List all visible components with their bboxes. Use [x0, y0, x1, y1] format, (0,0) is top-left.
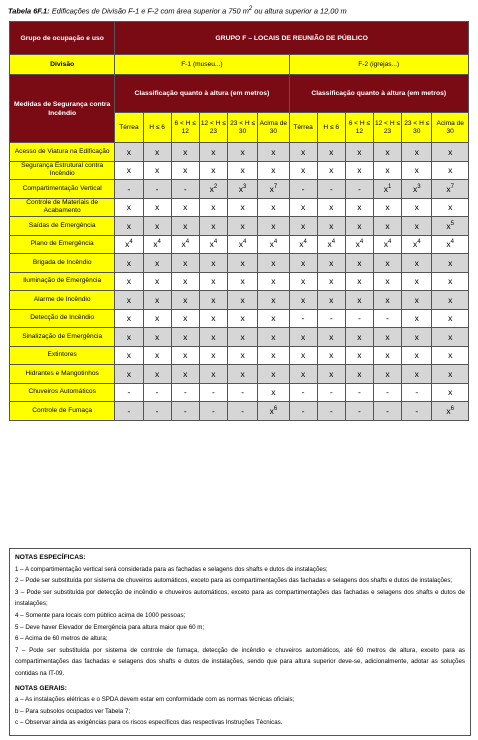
- requirement-cell: x: [289, 198, 317, 217]
- notes-box: [9, 548, 471, 736]
- requirement-cell: x: [115, 161, 143, 180]
- requirement-cell: x: [227, 291, 257, 310]
- requirement-cell: x: [317, 346, 345, 365]
- height-header: 6 < H ≤ 12: [345, 113, 373, 143]
- height-header: 12 < H ≤ 23: [373, 113, 401, 143]
- requirement-cell: x: [143, 161, 171, 180]
- requirement-cell: x: [345, 365, 373, 384]
- requirement-cell: -: [373, 309, 401, 328]
- requirement-cell: -: [143, 383, 171, 402]
- height-header: H ≤ 6: [317, 113, 345, 143]
- requirement-cell: -: [199, 402, 227, 421]
- requirement-cell: x: [345, 346, 373, 365]
- requirement-cell: x: [258, 365, 289, 384]
- requirement-cell: x: [258, 217, 289, 236]
- requirement-cell: $x^1$: [373, 180, 401, 199]
- requirement-cell: x: [317, 217, 345, 236]
- requirement-cell: x: [258, 254, 289, 273]
- table-row: [10, 143, 469, 162]
- notes-especificas-title: NOTAS ESPECÍFICAS:: [15, 554, 86, 561]
- table-row: [10, 365, 469, 384]
- requirement-cell: $x^4$: [373, 235, 401, 254]
- requirement-cell: x: [171, 198, 199, 217]
- height-header: Acima de 30: [258, 113, 289, 143]
- requirement-cell: x: [373, 272, 401, 291]
- table-row: [10, 346, 469, 365]
- requirement-cell: x: [432, 161, 469, 180]
- requirement-cell: x: [402, 365, 432, 384]
- measure-label: Sinalização de Emergência: [10, 328, 115, 347]
- requirement-cell: x: [258, 291, 289, 310]
- requirement-cell: -: [227, 402, 257, 421]
- requirement-cell: x: [171, 143, 199, 162]
- requirement-cell: x: [143, 272, 171, 291]
- requirement-cell: x: [171, 161, 199, 180]
- requirement-cell: -: [227, 383, 257, 402]
- requirement-cell: x: [143, 198, 171, 217]
- requirement-cell: x: [373, 143, 401, 162]
- requirement-cell: -: [373, 383, 401, 402]
- requirement-cell: x: [289, 365, 317, 384]
- requirement-cell: x: [345, 291, 373, 310]
- requirement-cell: -: [143, 180, 171, 199]
- requirement-cell: x: [115, 143, 143, 162]
- requirement-cell: x: [289, 161, 317, 180]
- requirement-cell: x: [227, 198, 257, 217]
- group-label: Grupo de ocupação e uso: [10, 22, 115, 55]
- requirement-cell: x: [227, 254, 257, 273]
- requirement-cell: $x^4$: [115, 235, 143, 254]
- caption-suffix: ou altura superior a 12,00 m: [252, 6, 347, 16]
- note-3: 3 – Pode ser substituída por detecção de incêndio e chuveiros automáticos, exceto para as compartimentações das fachadas e selagens dos shafts e dutos de instalações;: [15, 588, 465, 608]
- requirement-cell: x: [199, 365, 227, 384]
- requirement-cell: x: [432, 309, 469, 328]
- requirement-cell: x: [171, 365, 199, 384]
- requirement-cell: -: [289, 402, 317, 421]
- measure-label: Controle de Materiais de Acabamento: [10, 198, 115, 217]
- requirement-cell: -: [345, 383, 373, 402]
- division-f2: F-2 (igrejas...): [289, 55, 469, 75]
- requirement-cell: x: [258, 198, 289, 217]
- requirement-cell: $x^4$: [258, 235, 289, 254]
- table-row: [10, 309, 469, 328]
- requirement-cell: $x^3$: [402, 180, 432, 199]
- requirement-cell: x: [402, 328, 432, 347]
- requirement-cell: x: [289, 328, 317, 347]
- measure-label: Chuveiros Automáticos: [10, 383, 115, 402]
- requirement-cell: x: [143, 291, 171, 310]
- requirement-cell: x: [432, 328, 469, 347]
- note-4: 4 – Somente para locais com público acima de 1000 pessoas;: [15, 611, 186, 619]
- measure-label: Detecção de Incêndio: [10, 309, 115, 328]
- group-value: GRUPO F – LOCAIS DE REUNIÃO DE PÚBLICO: [115, 22, 469, 55]
- caption-prefix: Tabela 6F.1:: [8, 6, 50, 16]
- height-header: 6 < H ≤ 12: [171, 113, 199, 143]
- requirement-cell: x: [227, 143, 257, 162]
- requirement-cell: x: [115, 309, 143, 328]
- measure-label: Hidrantes e Mangotinhos: [10, 365, 115, 384]
- requirement-cell: x: [258, 383, 289, 402]
- requirement-cell: x: [199, 346, 227, 365]
- caption-text: Edificações de Divisão F-1 e F-2 com área superior a 750 m: [51, 6, 249, 16]
- requirement-cell: x: [199, 254, 227, 273]
- requirement-cell: $x^4$: [345, 235, 373, 254]
- requirement-cell: -: [402, 402, 432, 421]
- table-row: [10, 235, 469, 254]
- requirement-cell: x: [432, 198, 469, 217]
- requirement-cell: x: [432, 143, 469, 162]
- requirement-cell: x: [289, 143, 317, 162]
- requirement-cell: x: [199, 161, 227, 180]
- requirement-cell: x: [199, 272, 227, 291]
- requirement-cell: x: [227, 328, 257, 347]
- requirement-cell: -: [199, 383, 227, 402]
- requirement-cell: $x^4$: [227, 235, 257, 254]
- table-row: [10, 217, 469, 236]
- requirement-cell: x: [143, 254, 171, 273]
- requirement-cell: $x^6$: [258, 402, 289, 421]
- requirement-cell: x: [227, 346, 257, 365]
- divisao-label: Divisão: [10, 55, 115, 75]
- requirement-cell: x: [289, 291, 317, 310]
- table-row: [10, 383, 469, 402]
- table-row: [10, 198, 469, 217]
- requirement-cell: x: [373, 328, 401, 347]
- requirement-cell: -: [345, 180, 373, 199]
- requirement-cell: x: [115, 198, 143, 217]
- requirement-cell: x: [317, 254, 345, 273]
- table-row: [10, 291, 469, 310]
- requirement-cell: -: [317, 180, 345, 199]
- requirement-cell: x: [199, 309, 227, 328]
- measure-label: Acesso de Viatura na Edificação: [10, 143, 115, 162]
- measure-label: Plano de Emergência: [10, 235, 115, 254]
- requirement-cell: -: [289, 180, 317, 199]
- table-row: [10, 272, 469, 291]
- height-header: 23 < H ≤ 30: [227, 113, 257, 143]
- requirement-cell: $x^4$: [432, 235, 469, 254]
- height-header: H ≤ 6: [143, 113, 171, 143]
- requirement-cell: x: [143, 328, 171, 347]
- requirement-cell: x: [402, 272, 432, 291]
- requirement-cell: x: [171, 328, 199, 347]
- requirement-cell: x: [289, 346, 317, 365]
- requirement-cell: x: [258, 272, 289, 291]
- note-7: 7 – Pode ser substituída por sistema de controle de fumaça, detecção de incêndio e chuveiros automáticos, até 60 metros de altura, exceto para as compartimentações das fachadas e selagens dos shafts e dutos de instalações, sendo que para altura superior deve-se, adicionalmente, adotar as soluções contidas na IT-09.: [15, 646, 465, 677]
- requirement-cell: x: [115, 254, 143, 273]
- measure-label: Alarme de Incêndio: [10, 291, 115, 310]
- requirement-cell: $x^3$: [227, 180, 257, 199]
- requirement-cell: x: [317, 365, 345, 384]
- requirement-cell: x: [402, 254, 432, 273]
- table-row: [10, 254, 469, 273]
- requirement-cell: x: [373, 365, 401, 384]
- requirement-cell: x: [345, 328, 373, 347]
- requirement-cell: x: [373, 291, 401, 310]
- requirement-cell: $x^4$: [171, 235, 199, 254]
- requirement-cell: -: [171, 402, 199, 421]
- requirement-cell: -: [289, 383, 317, 402]
- requirement-cell: $x^7$: [258, 180, 289, 199]
- requirement-cell: x: [258, 328, 289, 347]
- requirement-cell: $x^4$: [317, 235, 345, 254]
- requirement-cell: x: [171, 272, 199, 291]
- requirement-cell: -: [317, 402, 345, 421]
- requirement-cell: x: [373, 346, 401, 365]
- requirement-cell: $x^4$: [289, 235, 317, 254]
- requirement-cell: $x^7$: [432, 180, 469, 199]
- requirement-cell: x: [143, 143, 171, 162]
- requirement-cell: x: [227, 161, 257, 180]
- requirement-cell: x: [289, 272, 317, 291]
- requirement-cell: -: [115, 180, 143, 199]
- requirement-cell: -: [115, 402, 143, 421]
- caption-sup: 2: [248, 6, 253, 12]
- requirement-cell: x: [258, 309, 289, 328]
- notes-gerais-title: NOTAS GERAIS:: [15, 684, 67, 692]
- requirement-cell: -: [345, 309, 373, 328]
- requirement-cell: $x^5$: [432, 217, 469, 236]
- table-row: [10, 161, 469, 180]
- medidas-label: Medidas de Segurança contra Incêndio: [10, 75, 115, 143]
- requirement-cell: $x^2$: [199, 180, 227, 199]
- requirement-cell: x: [345, 272, 373, 291]
- requirement-cell: x: [432, 365, 469, 384]
- requirement-cell: $x^6$: [432, 402, 469, 421]
- requirement-cell: x: [432, 346, 469, 365]
- note-2: 2 – Pode ser substituída por sistema de chuveiros automáticos, exceto para as compartimentações das fachadas e selagens dos shafts e dutos de instalações;: [15, 577, 453, 585]
- requirement-cell: x: [143, 309, 171, 328]
- requirement-cell: x: [171, 254, 199, 273]
- requirement-cell: x: [345, 198, 373, 217]
- note-c: c – Observar ainda as exigências para os riscos específicos das respectivas Instruções Técnicas.: [15, 719, 283, 727]
- requirement-cell: x: [199, 328, 227, 347]
- note-b: b – Para subsolos ocupados ver Tabela 7;: [15, 707, 131, 715]
- requirement-cell: x: [171, 217, 199, 236]
- height-header: 23 < H ≤ 30: [402, 113, 432, 143]
- note-6: 6 – Acima de 60 metros de altura;: [15, 635, 108, 643]
- requirement-cell: $x^4$: [199, 235, 227, 254]
- division-f1: F-1 (museu...): [115, 55, 289, 75]
- note-5: 5 – Deve haver Elevador de Emergência para altura maior que 60 m;: [15, 623, 205, 631]
- requirement-cell: -: [373, 402, 401, 421]
- requirement-cell: -: [345, 402, 373, 421]
- requirement-cell: x: [258, 161, 289, 180]
- requirement-cell: $x^4$: [402, 235, 432, 254]
- requirement-cell: x: [115, 328, 143, 347]
- requirement-cell: x: [199, 291, 227, 310]
- requirement-cell: x: [115, 272, 143, 291]
- table-row: [10, 402, 469, 421]
- requirement-cell: -: [143, 402, 171, 421]
- measure-label: Segurança Estrutural contra Incêndio: [10, 161, 115, 180]
- requirement-cell: x: [432, 272, 469, 291]
- requirement-cell: -: [402, 383, 432, 402]
- table-caption: [8, 6, 347, 15]
- requirement-cell: x: [115, 291, 143, 310]
- requirement-cell: x: [227, 309, 257, 328]
- requirement-cell: x: [402, 161, 432, 180]
- requirement-cell: x: [227, 217, 257, 236]
- requirement-cell: x: [227, 365, 257, 384]
- requirement-cell: x: [317, 161, 345, 180]
- requirement-cell: x: [171, 309, 199, 328]
- requirement-cell: x: [199, 217, 227, 236]
- requirement-cell: x: [373, 161, 401, 180]
- requirement-cell: x: [317, 272, 345, 291]
- classification-f2: Classificação quanto à altura (em metros): [289, 75, 469, 113]
- requirement-cell: x: [317, 143, 345, 162]
- requirement-cell: x: [402, 198, 432, 217]
- requirement-cell: -: [317, 309, 345, 328]
- requirement-cell: x: [199, 198, 227, 217]
- requirement-cell: -: [171, 180, 199, 199]
- requirement-cell: x: [317, 291, 345, 310]
- requirement-cell: x: [115, 365, 143, 384]
- classification-f1: Classificação quanto à altura (em metros): [115, 75, 289, 113]
- requirement-cell: -: [289, 309, 317, 328]
- requirement-cell: x: [143, 217, 171, 236]
- requirement-cell: x: [345, 161, 373, 180]
- measure-label: Saídas de Emergência: [10, 217, 115, 236]
- requirement-cell: x: [373, 198, 401, 217]
- note-1: 1 – A compartimentação vertical será considerada para as fachadas e selagens dos shafts e dutos de instalações;: [15, 565, 328, 573]
- requirement-cell: x: [115, 217, 143, 236]
- requirement-cell: $x^4$: [143, 235, 171, 254]
- measure-label: Brigada de Incêndio: [10, 254, 115, 273]
- requirement-cell: x: [402, 217, 432, 236]
- height-header: Acima de 30: [432, 113, 469, 143]
- requirement-cell: x: [317, 198, 345, 217]
- requirement-cell: -: [115, 383, 143, 402]
- measure-label: Iluminação de Emergência: [10, 272, 115, 291]
- requirement-cell: x: [115, 346, 143, 365]
- requirement-cell: x: [143, 346, 171, 365]
- requirement-cell: x: [345, 143, 373, 162]
- requirement-cell: x: [258, 143, 289, 162]
- requirement-cell: x: [402, 346, 432, 365]
- requirement-cell: -: [171, 383, 199, 402]
- requirement-cell: x: [373, 217, 401, 236]
- requirement-cell: x: [289, 254, 317, 273]
- requirement-cell: x: [199, 143, 227, 162]
- height-header: Térrea: [289, 113, 317, 143]
- requirement-cell: -: [317, 383, 345, 402]
- requirements-table: [9, 21, 469, 421]
- requirement-cell: x: [143, 365, 171, 384]
- requirement-cell: x: [317, 328, 345, 347]
- requirement-cell: x: [402, 291, 432, 310]
- height-header: Térrea: [115, 113, 143, 143]
- requirement-cell: x: [432, 291, 469, 310]
- measure-label: Compartimentação Vertical: [10, 180, 115, 199]
- measure-label: Extintores: [10, 346, 115, 365]
- requirement-cell: x: [432, 254, 469, 273]
- requirement-cell: x: [432, 383, 469, 402]
- requirement-cell: x: [171, 346, 199, 365]
- measure-label: Controle de Fumaça: [10, 402, 115, 421]
- requirement-cell: x: [258, 346, 289, 365]
- requirement-cell: x: [345, 254, 373, 273]
- requirement-cell: x: [345, 217, 373, 236]
- table-row: [10, 180, 469, 199]
- note-a: a – As instalações elétricas e o SPDA devem estar em conformidade com as normas técnicas oficiais;: [15, 696, 295, 704]
- requirement-cell: x: [373, 254, 401, 273]
- requirement-cell: x: [402, 143, 432, 162]
- requirement-cell: x: [171, 291, 199, 310]
- requirement-cell: x: [289, 217, 317, 236]
- requirement-cell: x: [402, 309, 432, 328]
- requirement-cell: x: [227, 272, 257, 291]
- height-header: 12 < H ≤ 23: [199, 113, 227, 143]
- table-row: [10, 328, 469, 347]
